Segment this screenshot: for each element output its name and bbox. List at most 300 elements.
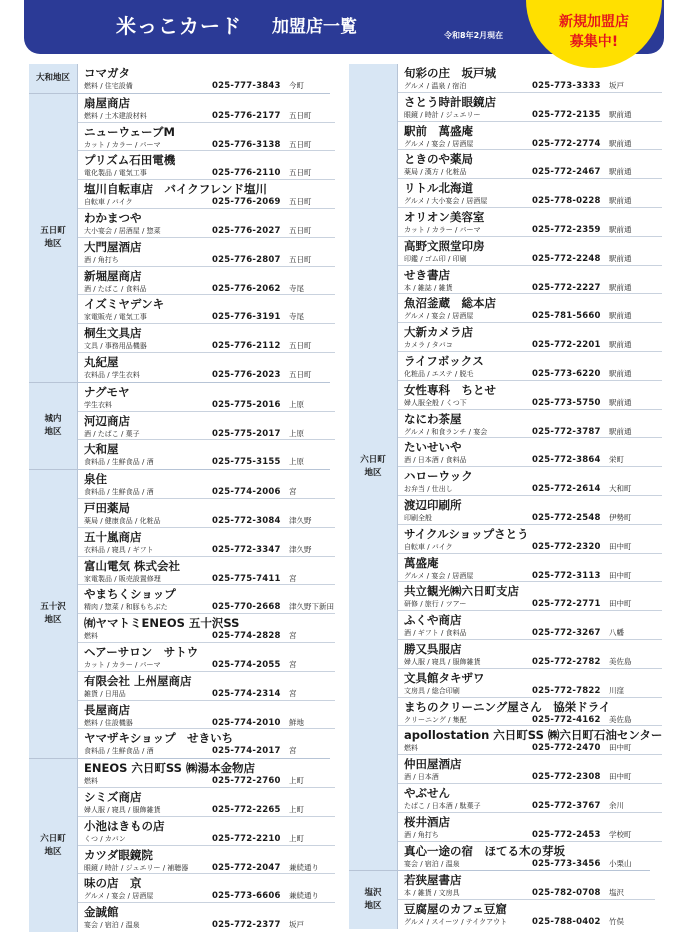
store-area: 宮 <box>289 746 297 756</box>
store-details <box>84 486 335 498</box>
store-entry <box>78 903 335 932</box>
store-details <box>84 862 335 874</box>
store-category: 家電販売 / 電気工事 <box>84 313 147 322</box>
store-entry <box>398 150 662 179</box>
region-label: 六日町 地区 <box>349 64 398 870</box>
store-category: 婦人服 / 寝具 / 服飾雑貨 <box>404 657 481 666</box>
store-phone: 025-772-2359 <box>532 224 601 235</box>
store-details <box>404 627 662 639</box>
store-area: 五日町 <box>289 254 312 264</box>
store-list <box>398 871 655 929</box>
store-phone: 025-773-3456 <box>532 858 601 869</box>
store-area: 五日町 <box>289 341 312 351</box>
store-category: 本 / 雑貨 / 文房具 <box>404 889 460 898</box>
store-entry <box>78 759 335 788</box>
store-category: 燃料 / 土木建設材料 <box>84 111 147 120</box>
store-phone: 025-774-2055 <box>212 659 281 670</box>
store-details <box>404 195 662 207</box>
store-category: 印鑑 / ゴム印 / 印刷 <box>404 254 467 263</box>
store-entry <box>398 266 662 295</box>
store-area: 五日町 <box>289 225 312 235</box>
as-of-date: 令和8年2月現在 <box>444 31 504 40</box>
store-entry <box>398 582 662 611</box>
store-area: 学校町 <box>609 829 632 839</box>
store-name: 長屋商店 <box>84 702 130 717</box>
store-phone: 025-770-2668 <box>212 602 281 613</box>
store-area: 小栗山 <box>609 858 632 868</box>
store-category: 文房具 / 総合印刷 <box>404 686 460 695</box>
store-phone: 025-776-2177 <box>212 110 281 121</box>
store-phone: 025-772-2467 <box>532 167 601 178</box>
store-name: ENEOS 六日町SS ㈱湯本金物店 <box>84 761 255 776</box>
store-details <box>84 515 335 527</box>
store-entry <box>78 64 335 93</box>
store-name: 小池はきもの店 <box>84 818 165 833</box>
store-category: 酒 / たばこ / 菓子 <box>84 429 140 438</box>
store-name: コマガタ <box>84 66 130 80</box>
store-entry <box>398 93 662 122</box>
store-area: 宮 <box>289 659 297 669</box>
store-category: グルメ / 和食ランチ / 宴会 <box>404 427 488 436</box>
store-phone: 025-773-6220 <box>532 368 601 379</box>
store-details <box>404 339 662 351</box>
store-phone: 025-772-2614 <box>532 484 601 495</box>
store-phone: 025-772-2265 <box>212 804 281 815</box>
store-details <box>84 659 335 671</box>
left-column <box>29 64 334 932</box>
store-phone: 025-772-4162 <box>532 714 601 725</box>
store-entry <box>78 353 335 382</box>
store-phone: 025-772-2248 <box>532 253 601 264</box>
badge-line-1: 新規加盟店 <box>559 14 629 30</box>
store-area: 駅前通 <box>609 340 632 350</box>
store-phone: 025-772-2771 <box>532 599 601 610</box>
store-details <box>404 742 662 754</box>
store-name: やぶせん <box>404 785 450 800</box>
region-label: 塩沢 地区 <box>349 871 398 929</box>
store-details <box>404 224 662 236</box>
store-name: 豆腐屋のカフェ豆窟 <box>404 902 507 917</box>
store-phone: 025-774-2010 <box>212 717 281 728</box>
store-category: カメラ / タバコ <box>404 341 453 350</box>
store-name: 萬盛庵 <box>404 555 439 570</box>
store-name: サイクルショップさとう <box>404 526 529 541</box>
store-name: 共立観光㈱六日町支店 <box>404 584 519 599</box>
store-area: 駅前通 <box>609 282 632 292</box>
store-name: apollostation 六日町SS ㈱六日町石油センター <box>404 728 663 743</box>
store-phone: 025-772-2227 <box>532 282 601 293</box>
store-category: カット / カラー / パーマ <box>404 225 481 234</box>
store-category: 宴会 / 宿泊 / 温泉 <box>404 859 460 868</box>
store-details <box>84 369 335 381</box>
store-category: 化粧品 / エステ / 脱毛 <box>404 369 474 378</box>
right-column <box>349 64 663 929</box>
store-entry <box>78 846 335 875</box>
store-name: シミズ商店 <box>84 789 142 804</box>
region-block <box>29 758 330 932</box>
store-category: 文具 / 事務用品機器 <box>84 342 147 351</box>
store-details <box>404 685 662 697</box>
store-category: 宴会 / 宿泊 / 温泉 <box>84 921 140 930</box>
store-entry <box>78 614 335 643</box>
store-entry <box>78 440 335 469</box>
page-title: 加盟店一覧 <box>272 17 357 37</box>
store-phone: 025-775-2016 <box>212 399 281 410</box>
store-entry <box>398 179 662 208</box>
store-entry <box>78 209 335 238</box>
store-entry <box>398 122 662 151</box>
store-area: 宮 <box>289 688 297 698</box>
store-details <box>404 426 662 438</box>
store-entry <box>78 788 335 817</box>
store-list <box>78 759 335 932</box>
store-area: 田中町 <box>609 541 632 551</box>
store-entry <box>78 94 335 123</box>
store-details <box>404 916 655 928</box>
store-name: 新堀屋商店 <box>84 268 142 283</box>
store-phone: 025-772-2782 <box>532 656 601 667</box>
store-name: プリズム石田電機 <box>84 153 176 168</box>
store-area: 駅前通 <box>609 138 632 148</box>
store-category: 婦人服全般 / くつ下 <box>404 398 467 407</box>
store-details <box>84 167 335 179</box>
store-category: 本 / 雑誌 / 雑貨 <box>404 283 453 292</box>
store-name: 戸田薬局 <box>84 500 130 515</box>
store-list <box>78 64 335 93</box>
store-name: 塩川自転車店 バイクフレンド塩川 <box>84 182 268 197</box>
store-entry <box>398 294 662 323</box>
store-details <box>84 311 335 323</box>
store-details <box>84 919 335 931</box>
store-details <box>84 544 335 556</box>
store-name: 桐生文具店 <box>84 326 142 341</box>
store-entry <box>398 726 662 755</box>
store-category: 精肉 / 惣菜 / 和豚もちぶた <box>84 603 168 612</box>
card-logo: 米っこカード <box>116 14 242 38</box>
store-entry <box>398 410 662 439</box>
store-category: グルメ / 宴会 / 居酒屋 <box>404 312 474 321</box>
store-area: 五日町 <box>289 168 312 178</box>
store-area: 大和町 <box>609 484 632 494</box>
store-category: 眼鏡 / 時計 / ジュエリー <box>404 110 481 119</box>
store-entry <box>398 813 662 842</box>
store-category: 印刷全般 <box>404 513 432 522</box>
store-name: カツダ眼鏡院 <box>84 847 153 862</box>
store-area: 兼続通り <box>289 891 319 901</box>
store-category: 燃料 <box>84 777 98 786</box>
store-phone: 025-773-3333 <box>532 81 601 91</box>
store-phone: 025-772-3113 <box>532 570 601 581</box>
store-entry <box>398 525 662 554</box>
store-details <box>84 601 335 613</box>
store-name: 富山電気 株式会社 <box>84 558 181 573</box>
store-name: 魚沼釜蔵 総本店 <box>404 296 496 311</box>
store-phone: 025-774-2017 <box>212 746 281 757</box>
store-category: 燃料 / 住宅設備 <box>84 82 133 90</box>
store-category: 衣料品 / 寝具 / ギフト <box>84 545 154 554</box>
store-entry <box>398 352 662 381</box>
store-entry <box>398 208 662 237</box>
store-phone: 025-776-2110 <box>212 168 281 179</box>
store-phone: 025-776-3138 <box>212 139 281 150</box>
store-category: 酒 / たばこ / 食料品 <box>84 284 147 293</box>
store-details <box>84 254 335 266</box>
store-name: まちのクリーニング屋さん 協栄ドライ <box>404 699 611 714</box>
store-area: 栄町 <box>609 455 624 465</box>
store-entry <box>78 238 335 267</box>
store-area: 五日町 <box>289 197 312 207</box>
store-name: 渡辺印刷所 <box>404 497 462 512</box>
store-category: 大小宴会 / 居酒屋 / 惣菜 <box>84 226 161 235</box>
store-phone: 025-772-2047 <box>212 862 281 873</box>
recruiting-badge <box>526 0 662 68</box>
store-name: 河辺商店 <box>84 413 130 428</box>
store-name: ㈲ヤマトミENEOS 五十沢SS <box>84 616 240 631</box>
store-name: ヤマザキショップ せきいち <box>84 731 234 746</box>
store-phone: 025-772-7822 <box>532 685 601 696</box>
store-entry <box>398 237 662 266</box>
store-category: たばこ / 日本酒 / 駄菓子 <box>404 801 481 810</box>
store-name: 金誠館 <box>84 905 119 920</box>
store-details <box>84 890 335 902</box>
store-entry <box>78 324 335 353</box>
store-area: 田中町 <box>609 570 632 580</box>
store-area: 津久野 <box>289 515 312 525</box>
store-area: 塩沢 <box>609 888 624 898</box>
store-area: 寺尾 <box>289 312 304 322</box>
store-entry <box>398 900 655 929</box>
store-name: イズミヤデンキ <box>84 297 165 312</box>
store-name: 丸紀屋 <box>84 354 119 369</box>
store-area: 津久野 <box>289 544 312 554</box>
store-entry <box>78 499 335 528</box>
store-entry <box>78 585 335 614</box>
store-category: 燃料 <box>84 632 98 641</box>
store-area: 上原 <box>289 399 304 409</box>
store-area: 竹俣 <box>609 917 624 927</box>
store-phone: 025-772-2470 <box>532 743 601 754</box>
store-entry <box>78 383 335 412</box>
store-category: グルメ / 温泉 / 宿泊 <box>404 82 467 90</box>
store-entry <box>398 640 662 669</box>
store-details <box>404 310 662 322</box>
store-category: お弁当 / 仕出し <box>404 485 453 494</box>
store-name: ナグモヤ <box>84 384 130 399</box>
store-details <box>84 573 335 585</box>
store-details <box>404 858 662 870</box>
store-name: せき書店 <box>404 267 450 282</box>
store-entry <box>398 64 662 93</box>
store-area: 宮 <box>289 631 297 641</box>
store-name: 高野文照堂印房 <box>404 238 485 253</box>
store-details <box>404 109 662 121</box>
store-phone: 025-772-3787 <box>532 426 601 437</box>
store-name: 女性専科 ちとせ <box>404 382 496 397</box>
store-category: グルメ / 宴会 / 居酒屋 <box>404 571 474 580</box>
store-name: ハローウック <box>404 469 473 484</box>
store-category: 酒 / 角打ち <box>84 255 119 264</box>
store-phone: 025-772-2760 <box>212 776 281 787</box>
store-category: グルメ / スイーツ / テイクアウト <box>404 918 508 927</box>
store-details <box>84 775 335 787</box>
store-phone: 025-772-3767 <box>532 800 601 811</box>
store-name: 五十嵐商店 <box>84 529 142 544</box>
store-category: グルメ / 宴会 / 居酒屋 <box>404 139 474 148</box>
store-details <box>84 688 335 700</box>
store-area: 五日町 <box>289 110 312 120</box>
store-area: 田中町 <box>609 772 632 782</box>
store-details <box>84 833 335 845</box>
store-phone: 025-772-2320 <box>532 541 601 552</box>
store-category: 酒 / 日本酒 / 食料品 <box>404 456 467 465</box>
store-category: グルメ / 宴会 / 居酒屋 <box>84 892 154 901</box>
store-details <box>84 456 335 468</box>
store-entry <box>398 323 662 352</box>
store-area: 今町 <box>289 81 304 90</box>
store-category: 食料品 / 生鮮食品 / 酒 <box>84 488 154 497</box>
store-phone: 025-773-5750 <box>532 397 601 408</box>
store-area: 駅前通 <box>609 109 632 119</box>
store-details <box>404 887 655 899</box>
store-name: たいせいや <box>404 440 462 455</box>
store-area: 余川 <box>609 800 624 810</box>
store-area: 駅前通 <box>609 426 632 436</box>
store-details <box>404 282 662 294</box>
store-details <box>404 598 662 610</box>
store-area: 上町 <box>289 804 304 814</box>
store-details <box>404 397 662 409</box>
store-area: 兼続通り <box>289 862 319 872</box>
store-details <box>404 166 662 178</box>
store-name: ニューウェーブM <box>84 124 175 139</box>
store-area: 駅前通 <box>609 368 632 378</box>
store-entry <box>398 871 655 900</box>
store-details <box>404 368 662 380</box>
store-category: 燃料 / 住設機器 <box>84 718 133 727</box>
store-details <box>404 800 662 812</box>
store-details <box>84 80 335 92</box>
store-details <box>84 745 335 757</box>
store-details <box>404 454 662 466</box>
store-category: カット / カラー / パーマ <box>84 140 161 149</box>
store-phone: 025-778-0228 <box>532 196 601 207</box>
store-phone: 025-772-2774 <box>532 138 601 149</box>
store-category: グルメ / 大小宴会 / 居酒屋 <box>404 197 488 206</box>
store-entry <box>398 698 662 727</box>
store-area: 宮 <box>289 487 297 497</box>
region-block <box>349 870 650 929</box>
store-entry <box>78 643 335 672</box>
store-area: 駅前通 <box>609 196 632 206</box>
store-name: わかまつや <box>84 210 142 225</box>
store-category: カット / カラー / パーマ <box>84 660 161 669</box>
store-entry <box>78 180 335 209</box>
region-label: 城内 地区 <box>29 383 78 469</box>
store-name: ふくや商店 <box>404 613 462 628</box>
store-entry <box>398 496 662 525</box>
store-entry <box>78 817 335 846</box>
store-details <box>404 512 662 524</box>
store-phone: 025-788-0402 <box>532 917 601 928</box>
store-phone: 025-776-2069 <box>212 197 281 208</box>
store-area: 美佐島 <box>609 714 632 724</box>
store-category: 学生衣料 <box>84 400 112 409</box>
store-entry <box>78 557 335 586</box>
store-category: 食料品 / 生鮮食品 / 酒 <box>84 458 154 467</box>
store-phone: 025-772-3864 <box>532 455 601 466</box>
store-category: 衣料品 / 学生衣料 <box>84 370 140 379</box>
store-category: 燃料 <box>404 744 418 753</box>
store-name: 勝又呉服店 <box>404 641 462 656</box>
store-name: やまちくショップ <box>84 587 176 602</box>
store-entry <box>398 755 662 784</box>
store-category: 自転車 / バイク <box>84 198 133 207</box>
store-details <box>404 714 662 726</box>
store-area: 五日町 <box>289 139 312 149</box>
store-details <box>84 110 335 122</box>
store-details <box>84 630 335 642</box>
store-phone: 025-772-2210 <box>212 833 281 844</box>
store-entry <box>398 784 662 813</box>
store-details <box>84 804 335 816</box>
store-details <box>84 196 335 208</box>
store-entry <box>78 123 335 152</box>
store-category: 薬局 / 漢方 / 化粧品 <box>404 168 467 177</box>
store-category: 薬局 / 健康食品 / 化粧品 <box>84 516 161 525</box>
store-category: 自転車 / バイク <box>404 542 453 551</box>
store-name: ライフボックス <box>404 353 484 368</box>
region-label: 五日町 地区 <box>29 94 78 382</box>
store-area: 上町 <box>289 833 304 843</box>
store-area: 上原 <box>289 457 304 467</box>
store-category: 婦人服 / 寝具 / 服飾雑貨 <box>84 805 161 814</box>
store-name: 大和屋 <box>84 442 119 457</box>
store-name: 文具館タキザワ <box>404 670 485 685</box>
store-entry <box>398 554 662 583</box>
store-area: 伊勢町 <box>609 512 632 522</box>
store-list <box>78 94 335 382</box>
store-name: 大門屋酒店 <box>84 239 142 254</box>
store-list <box>398 64 662 870</box>
store-phone: 025-776-3191 <box>212 312 281 323</box>
store-phone: 025-776-2023 <box>212 369 281 380</box>
store-category: 食料品 / 生鮮食品 / 酒 <box>84 747 154 756</box>
store-category: くつ / カバン <box>84 834 126 843</box>
store-details <box>84 399 335 411</box>
store-details <box>404 656 662 668</box>
store-list <box>78 383 335 469</box>
store-details <box>84 717 335 729</box>
store-phone: 025-772-2135 <box>532 109 601 120</box>
store-category: 家電製品 / 販売設置修理 <box>84 574 161 583</box>
region-block <box>29 64 330 93</box>
store-phone: 025-775-7411 <box>212 573 281 584</box>
store-details <box>84 283 335 295</box>
store-details <box>84 428 335 440</box>
store-phone: 025-776-2807 <box>212 254 281 265</box>
store-area: 上原 <box>289 428 304 438</box>
region-block <box>29 382 330 469</box>
store-name: 有限会社 上州屋商店 <box>84 673 192 688</box>
store-area: 美佐島 <box>609 656 632 666</box>
store-name: さとう時計眼鏡店 <box>404 94 496 109</box>
store-category: 研修 / 旅行 / ツアー <box>404 600 467 609</box>
store-area: 川窪 <box>609 685 624 695</box>
store-name: 駅前 萬盛庵 <box>404 123 473 138</box>
store-name: オリオン美容室 <box>404 209 485 224</box>
store-name: 桜井酒店 <box>404 814 450 829</box>
store-details <box>404 253 662 265</box>
